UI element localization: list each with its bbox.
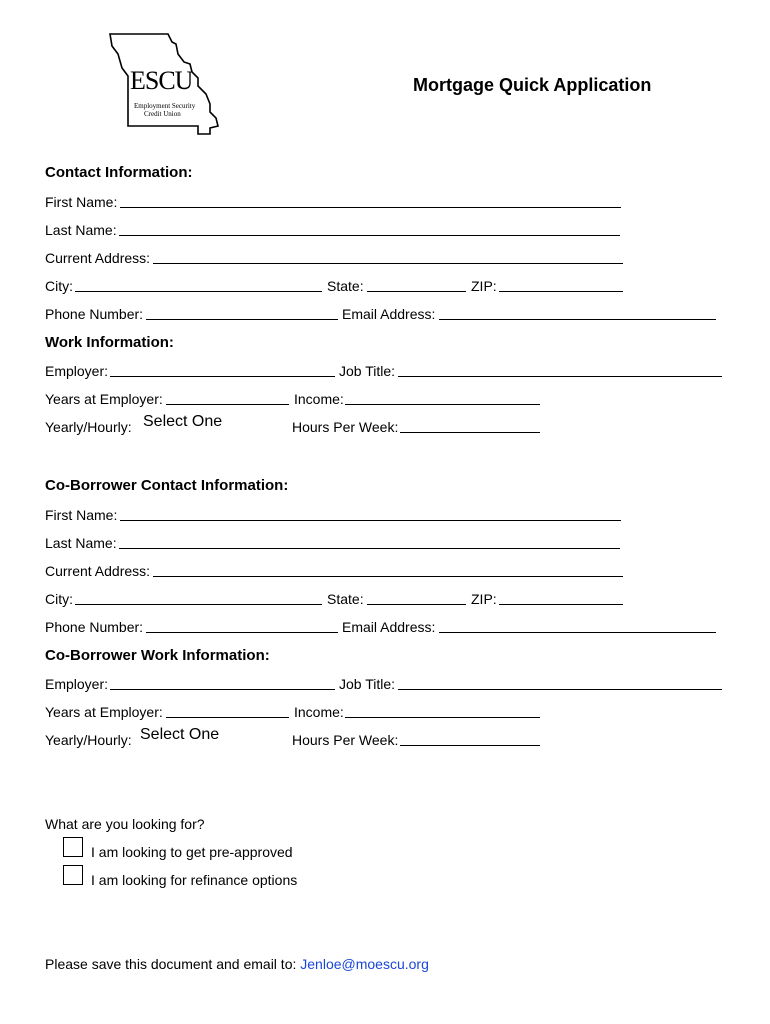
- refinance-checkbox[interactable]: [63, 865, 83, 885]
- co-state-label: State:: [327, 591, 364, 607]
- income-field[interactable]: [345, 404, 540, 405]
- co-zip-field[interactable]: [499, 604, 623, 605]
- co-first-name-label: First Name:: [45, 507, 118, 523]
- years-field[interactable]: [166, 404, 289, 405]
- co-yearly-hourly-label: Yearly/Hourly:: [45, 732, 132, 748]
- co-income-field[interactable]: [345, 717, 540, 718]
- first-name-field[interactable]: [120, 207, 621, 208]
- logo-line1: Employment Security: [134, 102, 196, 110]
- co-job-title-label: Job Title:: [339, 676, 396, 692]
- job-title-field[interactable]: [398, 376, 722, 377]
- yearly-hourly-label: Yearly/Hourly:: [45, 419, 132, 435]
- last-name-label: Last Name:: [45, 222, 117, 238]
- zip-label: ZIP:: [471, 278, 497, 294]
- zip-field[interactable]: [499, 291, 623, 292]
- co-state-field[interactable]: [367, 604, 466, 605]
- city-label: City:: [45, 278, 73, 294]
- refinance-label: I am looking for refinance options: [91, 872, 298, 888]
- hours-label: Hours Per Week:: [292, 419, 399, 435]
- co-years-label: Years at Employer:: [45, 704, 163, 720]
- co-job-title-field[interactable]: [398, 689, 722, 690]
- co-employer-field[interactable]: [110, 689, 335, 690]
- co-last-name-field[interactable]: [119, 548, 620, 549]
- co-email-field[interactable]: [439, 632, 716, 633]
- co-hours-label: Hours Per Week:: [292, 732, 399, 748]
- last-name-field[interactable]: [119, 235, 620, 236]
- co-work-heading: Co-Borrower Work Information:: [45, 647, 270, 664]
- job-title-label: Job Title:: [339, 363, 396, 379]
- page-title: Mortgage Quick Application: [413, 75, 652, 95]
- employer-label: Employer:: [45, 363, 109, 379]
- co-employer-label: Employer:: [45, 676, 109, 692]
- logo-line2: Credit Union: [144, 110, 181, 118]
- logo-letters: ESCU: [130, 66, 193, 95]
- co-last-name-label: Last Name:: [45, 535, 117, 551]
- co-years-field[interactable]: [166, 717, 289, 718]
- co-yearly-hourly-select[interactable]: Select One: [140, 726, 220, 743]
- co-contact-heading: Co-Borrower Contact Information:: [45, 477, 289, 494]
- current-address-field[interactable]: [153, 263, 623, 264]
- phone-label: Phone Number:: [45, 306, 144, 322]
- co-first-name-field[interactable]: [120, 520, 621, 521]
- preapproved-checkbox[interactable]: [63, 837, 83, 857]
- co-city-label: City:: [45, 591, 73, 607]
- co-email-label: Email Address:: [342, 619, 436, 635]
- co-city-field[interactable]: [75, 604, 322, 605]
- looking-question: What are you looking for?: [45, 816, 205, 832]
- co-current-address-field[interactable]: [153, 576, 623, 577]
- hours-field[interactable]: [400, 432, 540, 433]
- state-label: State:: [327, 278, 364, 294]
- first-name-label: First Name:: [45, 194, 118, 210]
- escu-logo: [106, 32, 226, 138]
- co-income-label: Income:: [294, 704, 344, 720]
- co-current-address-label: Current Address:: [45, 563, 151, 579]
- city-field[interactable]: [75, 291, 322, 292]
- email-field[interactable]: [439, 319, 716, 320]
- yearly-hourly-select[interactable]: Select One: [143, 413, 223, 430]
- current-address-label: Current Address:: [45, 250, 151, 266]
- footer-line: [45, 956, 429, 972]
- employer-field[interactable]: [110, 376, 335, 377]
- footer-text: Please save this document and email to:: [45, 956, 301, 972]
- contact-heading: Contact Information:: [45, 164, 193, 181]
- co-phone-label: Phone Number:: [45, 619, 144, 635]
- co-zip-label: ZIP:: [471, 591, 497, 607]
- co-hours-field[interactable]: [400, 745, 540, 746]
- phone-field[interactable]: [146, 319, 338, 320]
- co-phone-field[interactable]: [146, 632, 338, 633]
- email-label: Email Address:: [342, 306, 436, 322]
- footer-email-link[interactable]: Jenloe@moescu.org: [300, 956, 429, 972]
- work-heading: Work Information:: [45, 334, 174, 351]
- preapproved-label: I am looking to get pre-approved: [91, 844, 293, 860]
- state-field[interactable]: [367, 291, 466, 292]
- income-label: Income:: [294, 391, 344, 407]
- years-label: Years at Employer:: [45, 391, 163, 407]
